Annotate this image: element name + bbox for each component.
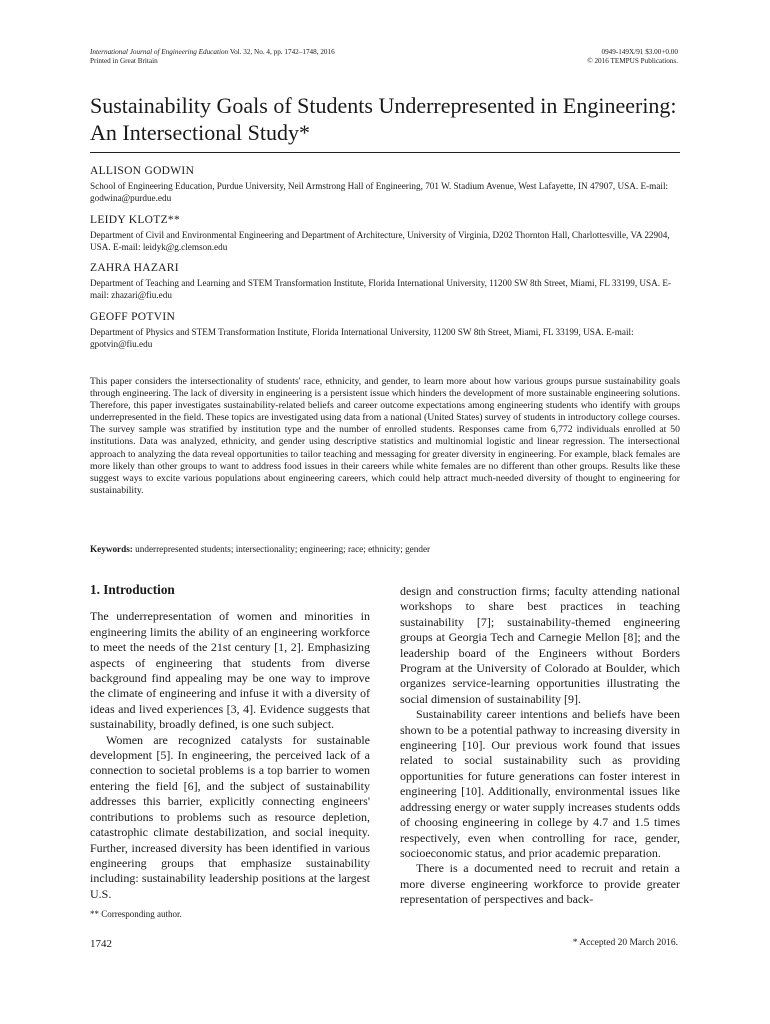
body-paragraph: Women are recognized catalysts for sustainable development [5]. In engineering, the perceived lack of a connection to societal problems is a top barrier to women entering the field [6], and the subject of sustainability addresses this barrier, explicitly connecting engineers' contributions to problems such as resource depletion, catastrophic climate destabilization, and social inequity. Further, increased diversity has been identified in various engineering groups that emphasize sustainability including: sustainability leadership positions at the largest U.S.	[90, 732, 370, 901]
author-block	[90, 213, 682, 254]
author-name: ZAHRA HAZARI	[90, 262, 179, 275]
author-name: ALLISON GODWIN	[90, 165, 195, 177]
body-paragraph: Sustainability career intentions and beliefs have been shown to be a potential pathway to increasing diversity in engineering [10]. Our previous work found that issues related to social sustainability such as providing opportunities for future generations can foster interest in engineering [10]. Additionally, environmental issues like addressing energy or water supply increases students odds of choosing engineering in college by 4.7 and 1.5 times respectively, even when controlling for race, gender, socioeconomic status, and prior academic preparation.	[400, 707, 680, 860]
body-paragraph: design and construction firms; faculty attending national workshops to share best practices in teaching sustainability [7]; sustainability-themed engineering groups at Georgia Tech and Carnegie Mellon [8]; and the leadership board of the Engineers without Borders Program at the University of Colorado at Boulder, which organizes service-learning opportunities illustrating the social dimension of sustainability [9].	[400, 584, 680, 706]
issn: 0949-149X/91 $3.00+0.00	[601, 48, 678, 56]
abstract: This paper considers the intersectionality of students' race, ethnicity, and gender, to learn more about how various groups pursue sustainability goals through engineering. The lack of diversity in engineering is a persistent issue which hinders the development of more sustainable engineering solutions. Therefore, this paper investigates sustainability-related beliefs and career outcome expectations among engineering students who identify with groups underrepresented in the field. These topics are investigated using data from a national (United States) survey of students in introductory college courses. The survey sample was stratified by institution type and the number of enrolled students. Responses came from 6,772 individuals enrolled at 50 institutions. Data was analyzed, ethnicity, and gender using descriptive statistics and multinomial logistic and linear regression. The intersectional approach to analyzing the data reveal opportunities to tailor teaching and messaging for greater diversity in engineering. For example, black females are more likely than other groups to want to address food issues in their careers while white females are no different than other groups. Results like these suggest ways to excite various populations about engineering careers, which could help attract much-needed diversity of thought to engineering for sustainability.	[90, 376, 680, 496]
left-column	[90, 582, 370, 902]
author-block	[90, 310, 682, 351]
author-affiliation: School of Engineering Education, Purdue University, Neil Armstrong Hall of Engineering, 701 W. Stadium Avenue, West Lafayette, IN 47907, USA. E-mail: godwina@purdue.edu	[90, 181, 669, 204]
author-name: GEOFF POTVIN	[90, 310, 176, 323]
publisher-header	[587, 48, 678, 66]
paper-title: Sustainability Goals of Students Underrepresented in Engineering: An Intersectional Study*	[90, 93, 677, 145]
section-heading: 1. Introduction	[90, 582, 175, 597]
body-paragraph: The underrepresentation of women and minorities in engineering limits the ability of an engineering workforce to meet the needs of the 21st century [1, 2]. Emphasizing aspects of engineering that students from diverse background find appealing may be one way to improve the climate of engineering and infuse it with a diversity of ideas and lived experiences [3, 4]. Evidence suggests that sustainability, broadly defined, is one such subject.	[90, 609, 370, 732]
journal-header	[90, 48, 335, 66]
journal-name: International Journal of Engineering Education	[90, 48, 229, 56]
keywords	[90, 543, 680, 555]
author-affiliation: Department of Civil and Environmental Engineering and Department of Architecture, University of Virginia, D202 Thornton Hall, Charlottesville, VA 22904, USA. E-mail: leidyk@g.clemson.edu	[90, 229, 670, 252]
copyright: © 2016 TEMPUS Publications.	[587, 57, 678, 65]
author-name: LEIDY KLOTZ**	[90, 213, 181, 226]
page-number: 1742	[90, 938, 112, 950]
author-list	[90, 164, 682, 358]
author-block	[90, 261, 682, 302]
keywords-label: Keywords:	[90, 544, 133, 554]
body-paragraph: There is a documented need to recruit and retain a more diverse engineering workforce to provide greater representation of perspectives and back-	[400, 861, 680, 907]
author-affiliation: Department of Teaching and Learning and STEM Transformation Institute, Florida International University, 11200 SW 8th Street, Miami, FL 33199, USA. E-mail: zhazari@fiu.edu	[90, 278, 672, 301]
author-affiliation: Department of Physics and STEM Transformation Institute, Florida International University, 11200 SW 8th Street, Miami, FL 33199, USA. E-mail: gpotvin@fiu.edu	[90, 326, 634, 350]
right-column	[400, 584, 680, 908]
printed-in: Printed in Great Britain	[90, 57, 158, 65]
accepted-date: * Accepted 20 March 2016.	[572, 938, 678, 948]
footnote: ** Corresponding author.	[90, 909, 182, 919]
volume-info: Vol. 32, No. 4, pp. 1742–1748, 2016	[228, 48, 335, 56]
author-block	[90, 164, 682, 205]
keywords-text: underrepresented students; intersectionality; engineering; race; ethnicity; gender	[132, 544, 431, 554]
title-rule	[90, 152, 680, 153]
